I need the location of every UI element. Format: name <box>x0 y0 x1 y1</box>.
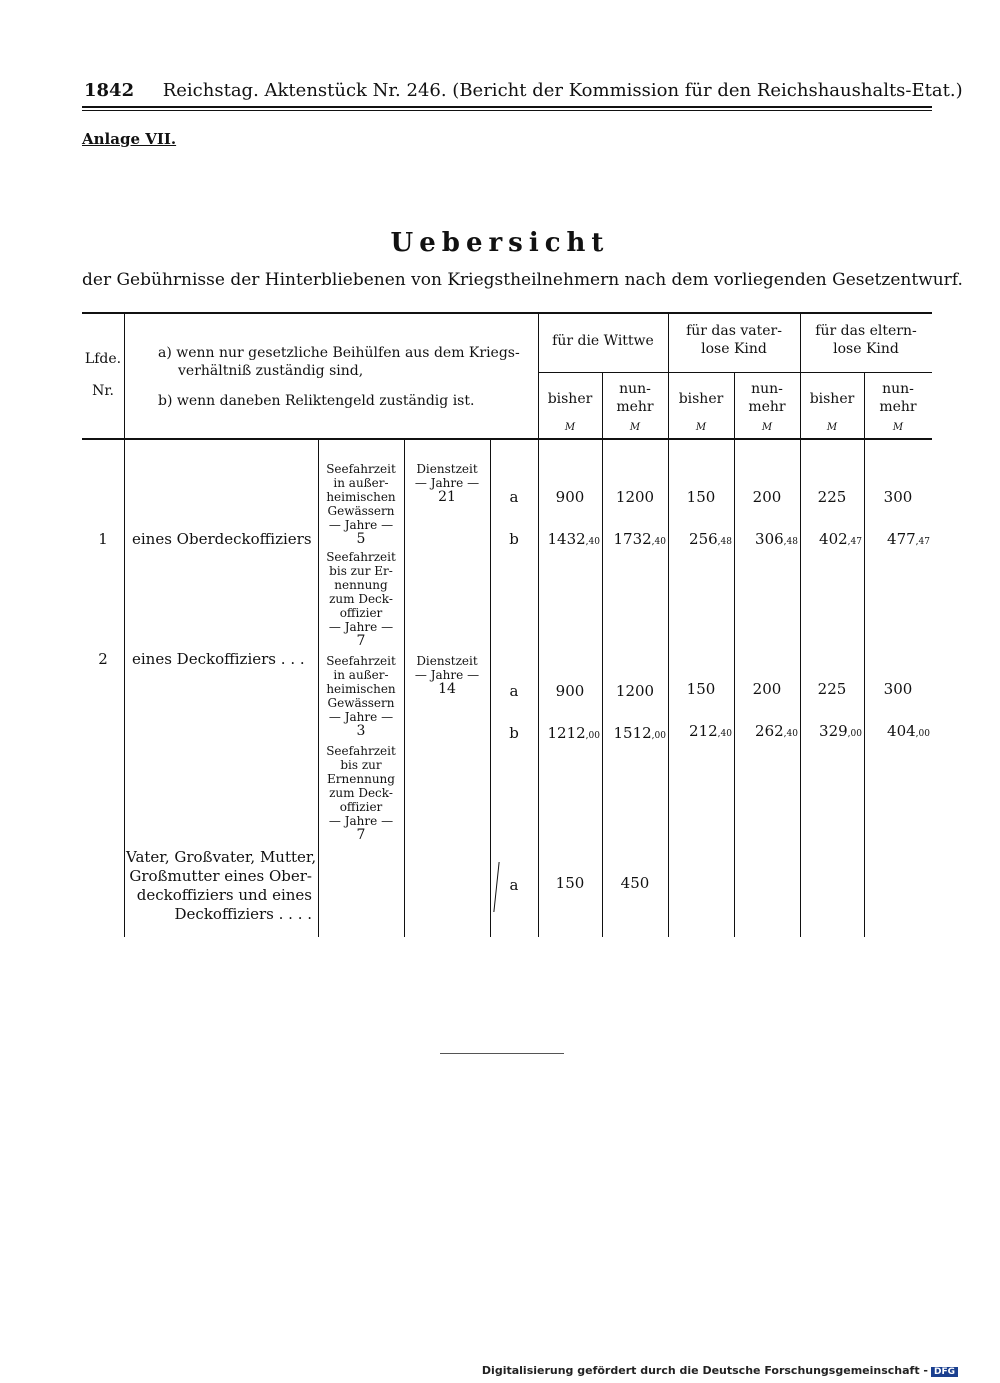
table-top-rule <box>82 312 932 314</box>
decimal: ,40 <box>585 537 600 547</box>
header-lfde-line2: Nr. <box>92 383 114 399</box>
row1-b-witwe-nunmehr <box>602 530 666 548</box>
header-vaterlos <box>668 322 800 358</box>
line: Seefahrzeit <box>326 654 396 668</box>
row1-a-witwe-bisher: 900 <box>555 488 585 506</box>
document-subtitle: der Gebührnisse der Hinterbliebenen von Kriegstheilnehmern nach dem vorliegenden Gesetzentwurf. <box>82 270 963 290</box>
header-witwe-bisher: bisher <box>547 391 593 407</box>
decimal: ,00 <box>585 731 600 741</box>
row1-b-elternlos-bisher <box>800 530 862 548</box>
nun-line1: nun- <box>882 381 914 397</box>
row1-b-vaterlos-nunmehr <box>734 530 798 548</box>
row1-a-elternlos-bisher: 225 <box>817 488 847 506</box>
row2-a-witwe-nunmehr: 1200 <box>615 682 655 700</box>
row1-b-witwe-bisher <box>538 530 600 548</box>
row1-nr: 1 <box>98 530 108 548</box>
header-witwe: für die Wittwe <box>552 333 654 349</box>
currency-mark: M <box>826 422 838 433</box>
row2-a-elternlos-nunmehr: 300 <box>883 680 913 698</box>
row1-a-witwe-nunmehr: 1200 <box>615 488 655 506</box>
currency-mark: M <box>892 422 904 433</box>
line: Seefahrzeit <box>326 744 396 758</box>
header-vaterlos-line1: für das vater- <box>686 323 782 339</box>
header-elternlos-nunmehr <box>864 380 932 416</box>
line: Deckoffiziers . . . . <box>174 905 312 923</box>
line: Seefahrzeit <box>326 462 396 476</box>
header-desc-b: b) wenn daneben Reliktengeld zuständig ist. <box>158 393 475 409</box>
decimal: ,00 <box>847 729 862 739</box>
line: Vater, Großvater, Mutter, <box>126 848 317 866</box>
row3-a-witwe-nunmehr: 450 <box>620 874 650 892</box>
currency-mark: M <box>564 422 576 433</box>
line: — Jahre — <box>328 710 394 724</box>
header-witwe-nunmehr <box>602 380 668 416</box>
decimal: ,00 <box>651 731 666 741</box>
header-bottom-rule <box>82 438 932 440</box>
line: — Jahre — <box>414 476 480 490</box>
header-rule-thin <box>82 110 932 111</box>
currency-mark: M <box>695 422 707 433</box>
nun-line1: nun- <box>751 381 783 397</box>
row2-b-witwe-bisher <box>538 724 600 742</box>
nun-line2: mehr <box>879 399 917 415</box>
integer: 306 <box>755 530 784 548</box>
header-desc-a-line2: verhältniß zuständig sind, <box>178 363 364 379</box>
line: 14 <box>438 681 456 697</box>
row2-b-witwe-nunmehr <box>602 724 666 742</box>
col-rule-elternlos-mid <box>864 372 865 937</box>
header-vaterlos-nunmehr <box>734 380 800 416</box>
integer: 1432 <box>547 530 586 548</box>
row2-b-vaterlos-bisher <box>668 722 732 740</box>
integer: 402 <box>819 530 848 548</box>
page-header <box>84 80 963 101</box>
col-rule-nr <box>124 312 125 937</box>
line: Dienstzeit <box>416 654 478 668</box>
header-lfde-line1: Lfde. <box>84 351 122 367</box>
integer: 1732 <box>613 530 652 548</box>
line: 3 <box>356 723 366 739</box>
row3-a-witwe-bisher: 150 <box>555 874 585 892</box>
line: 7 <box>356 633 366 649</box>
line: heimischen <box>326 490 396 504</box>
line: Gewässern <box>327 696 395 710</box>
line: — Jahre — <box>328 518 394 532</box>
row2-b-vaterlos-nunmehr <box>734 722 798 740</box>
line: — Jahre — <box>328 620 394 634</box>
line: 5 <box>356 531 366 547</box>
row1-dienstzeit <box>404 462 490 504</box>
row2-a-witwe-bisher: 900 <box>555 682 585 700</box>
decimal: ,48 <box>783 537 798 547</box>
line: Seefahrzeit <box>326 550 396 564</box>
row1-b-elternlos-nunmehr <box>864 530 930 548</box>
line: in außer- <box>333 476 389 490</box>
row2-nr: 2 <box>98 650 108 668</box>
header-elternlos <box>800 322 932 358</box>
integer: 329 <box>819 722 848 740</box>
decimal: ,00 <box>915 729 930 739</box>
nun-line2: mehr <box>616 399 654 415</box>
header-rule <box>82 106 932 108</box>
line: offizier <box>339 606 383 620</box>
row2-a-elternlos-bisher: 225 <box>817 680 847 698</box>
header-elternlos-line2: lose Kind <box>833 341 899 357</box>
row3-label <box>126 848 317 924</box>
row2-a-vaterlos-nunmehr: 200 <box>752 680 782 698</box>
running-head: Reichstag. Aktenstück Nr. 246. (Bericht der Kommission für den Reichshaushalts-Etat.) <box>162 80 963 101</box>
line: offizier <box>339 800 383 814</box>
header-vaterlos-line2: lose Kind <box>701 341 767 357</box>
decimal: ,40 <box>651 537 666 547</box>
row2-a-key: a <box>509 682 519 700</box>
line: in außer- <box>333 668 389 682</box>
integer: 256 <box>689 530 718 548</box>
header-description <box>158 344 533 410</box>
row2-dienstzeit <box>404 654 490 696</box>
header-sub-rule <box>538 372 932 373</box>
line: — Jahre — <box>414 668 480 682</box>
line: nennung <box>334 578 388 592</box>
line: bis zur Er- <box>329 564 393 578</box>
integer: 477 <box>887 530 916 548</box>
nun-line2: mehr <box>748 399 786 415</box>
integer: 262 <box>755 722 784 740</box>
page-number: 1842 <box>84 80 135 101</box>
line: Gewässern <box>327 504 395 518</box>
line: 21 <box>438 489 456 505</box>
row1-b-key: b <box>509 530 519 548</box>
nun-line1: nun- <box>619 381 651 397</box>
integer: 1512 <box>613 724 652 742</box>
line: heimischen <box>326 682 396 696</box>
row1-a-elternlos-nunmehr: 300 <box>883 488 913 506</box>
line: — Jahre — <box>328 814 394 828</box>
currency-mark: M <box>761 422 773 433</box>
document-title: Uebersicht <box>390 228 610 258</box>
header-vaterlos-bisher: bisher <box>678 391 724 407</box>
line: Dienstzeit <box>416 462 478 476</box>
row1-label: eines Oberdeckoffiziers <box>132 530 312 548</box>
header-desc-a-line1: a) wenn nur gesetzliche Beihülfen aus dem Kriegs- <box>158 345 520 361</box>
row2-a-vaterlos-bisher: 150 <box>686 680 716 698</box>
line: Großmutter eines Ober- <box>129 867 312 885</box>
row3-a-key: a <box>509 876 519 894</box>
header-elternlos-bisher: bisher <box>809 391 855 407</box>
row2-label-text: eines Deckoffiziers <box>132 650 277 668</box>
decimal: ,40 <box>717 729 732 739</box>
header-elternlos-line1: für das eltern- <box>815 323 917 339</box>
line: zum Deck- <box>329 786 393 800</box>
row2-b-elternlos-bisher <box>800 722 862 740</box>
row2-seefahrt-aussen <box>318 654 404 738</box>
row2-label: eines Deckoffiziers . . . <box>132 650 305 668</box>
footer-credit <box>482 1364 958 1377</box>
anlage-label: Anlage VII. <box>82 130 177 148</box>
line: 7 <box>356 827 366 843</box>
header-lfde <box>82 350 124 400</box>
integer: 212 <box>689 722 718 740</box>
row2-seefahrt-ernennung <box>318 744 404 842</box>
row1-a-vaterlos-nunmehr: 200 <box>752 488 782 506</box>
line: deckoffiziers und eines <box>136 886 312 904</box>
line: Ernennung <box>327 772 395 786</box>
integer: 404 <box>887 722 916 740</box>
line: zum Deck- <box>329 592 393 606</box>
col-rule-vaterlos-mid <box>734 372 735 937</box>
decimal: ,47 <box>847 537 862 547</box>
row1-seefahrt-aussen <box>318 462 404 546</box>
row2-b-elternlos-nunmehr <box>864 722 930 740</box>
row1-a-vaterlos-bisher: 150 <box>686 488 716 506</box>
col-rule-witwe-mid <box>602 372 603 937</box>
footer-text: Digitalisierung gefördert durch die Deutsche Forschungsgemeinschaft - <box>481 1364 928 1377</box>
row2-b-key: b <box>509 724 519 742</box>
dfg-logo: DFG <box>931 1367 958 1377</box>
line: bis zur <box>340 758 382 772</box>
decimal: ,40 <box>783 729 798 739</box>
row1-b-vaterlos-bisher <box>668 530 732 548</box>
decimal: ,48 <box>717 537 732 547</box>
row1-seefahrt-ernennung <box>318 550 404 648</box>
end-rule <box>440 1053 564 1054</box>
row1-a-key: a <box>509 488 519 506</box>
integer: 1212 <box>547 724 586 742</box>
currency-mark: M <box>629 422 641 433</box>
decimal: ,47 <box>915 537 930 547</box>
